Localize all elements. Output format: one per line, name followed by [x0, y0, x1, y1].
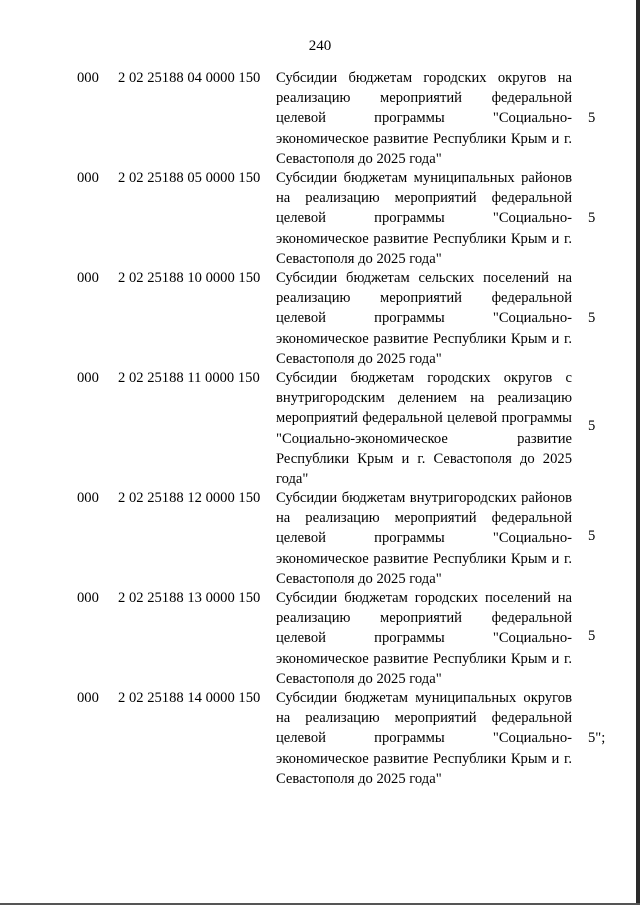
admin-code: 000 [77, 170, 99, 186]
budget-classification-code: 2 02 25188 13 0000 150 [118, 590, 261, 606]
table-row [0, 688, 640, 788]
row-description: Субсидии бюджетам муниципальных округов на реализацию мероприятий федеральной целевой программы "Социально-экономическое развитие Республики Крым и г. Севастополя до 2025 года" [276, 690, 572, 787]
admin-code: 000 [77, 490, 99, 506]
row-value: 5 [588, 528, 596, 544]
row-description: Субсидии бюджетам городских поселений на реализацию мероприятий федеральной целевой программы "Социально-экономическое развитие Республики Крым и г. Севастополя до 2025 года" [276, 590, 572, 687]
row-description: Субсидии бюджетам городских округов с внутригородским делением на реализацию мероприятий федеральной целевой программы "Социально-экономическое развитие Республики Крым и г. Севастополя до 2025 года" [276, 370, 572, 488]
row-value: 5 [588, 110, 596, 126]
admin-code: 000 [77, 270, 99, 286]
row-value: 5 [588, 418, 596, 434]
table-row [0, 168, 640, 268]
page-number: 240 [308, 38, 332, 54]
table-row [0, 368, 640, 488]
row-value: 5 [588, 628, 596, 644]
row-description: Субсидии бюджетам внутригородских районов на реализацию мероприятий федеральной целевой программы "Социально-экономическое развитие Республики Крым и г. Севастополя до 2025 года" [276, 490, 572, 587]
budget-classification-code: 2 02 25188 12 0000 150 [118, 490, 261, 506]
scan-edge [636, 0, 640, 905]
budget-classification-code: 2 02 25188 10 0000 150 [118, 270, 261, 286]
admin-code: 000 [77, 590, 99, 606]
row-description: Субсидии бюджетам сельских поселений на реализацию мероприятий федеральной целевой программы "Социально-экономическое развитие Республики Крым и г. Севастополя до 2025 года" [276, 270, 572, 367]
row-description: Субсидии бюджетам городских округов на реализацию мероприятий федеральной целевой программы "Социально-экономическое развитие Республики Крым и г. Севастополя до 2025 года" [276, 70, 572, 167]
budget-classification-code: 2 02 25188 05 0000 150 [118, 170, 261, 186]
table-row [0, 588, 640, 688]
budget-classification-code: 2 02 25188 11 0000 150 [118, 370, 260, 386]
row-value: 5 [588, 310, 596, 326]
budget-classification-code: 2 02 25188 14 0000 150 [118, 690, 261, 706]
table-row [0, 268, 640, 368]
admin-code: 000 [77, 690, 99, 706]
row-description: Субсидии бюджетам муниципальных районов на реализацию мероприятий федеральной целевой программы "Социально-экономическое развитие Республики Крым и г. Севастополя до 2025 года" [276, 170, 572, 267]
budget-classification-code: 2 02 25188 04 0000 150 [118, 70, 261, 86]
row-value: 5 [588, 210, 596, 226]
admin-code: 000 [77, 370, 99, 386]
budget-code-table [0, 68, 640, 788]
row-value: 5"; [588, 730, 606, 746]
admin-code: 000 [77, 70, 99, 86]
table-row [0, 488, 640, 588]
table-row [0, 68, 640, 168]
